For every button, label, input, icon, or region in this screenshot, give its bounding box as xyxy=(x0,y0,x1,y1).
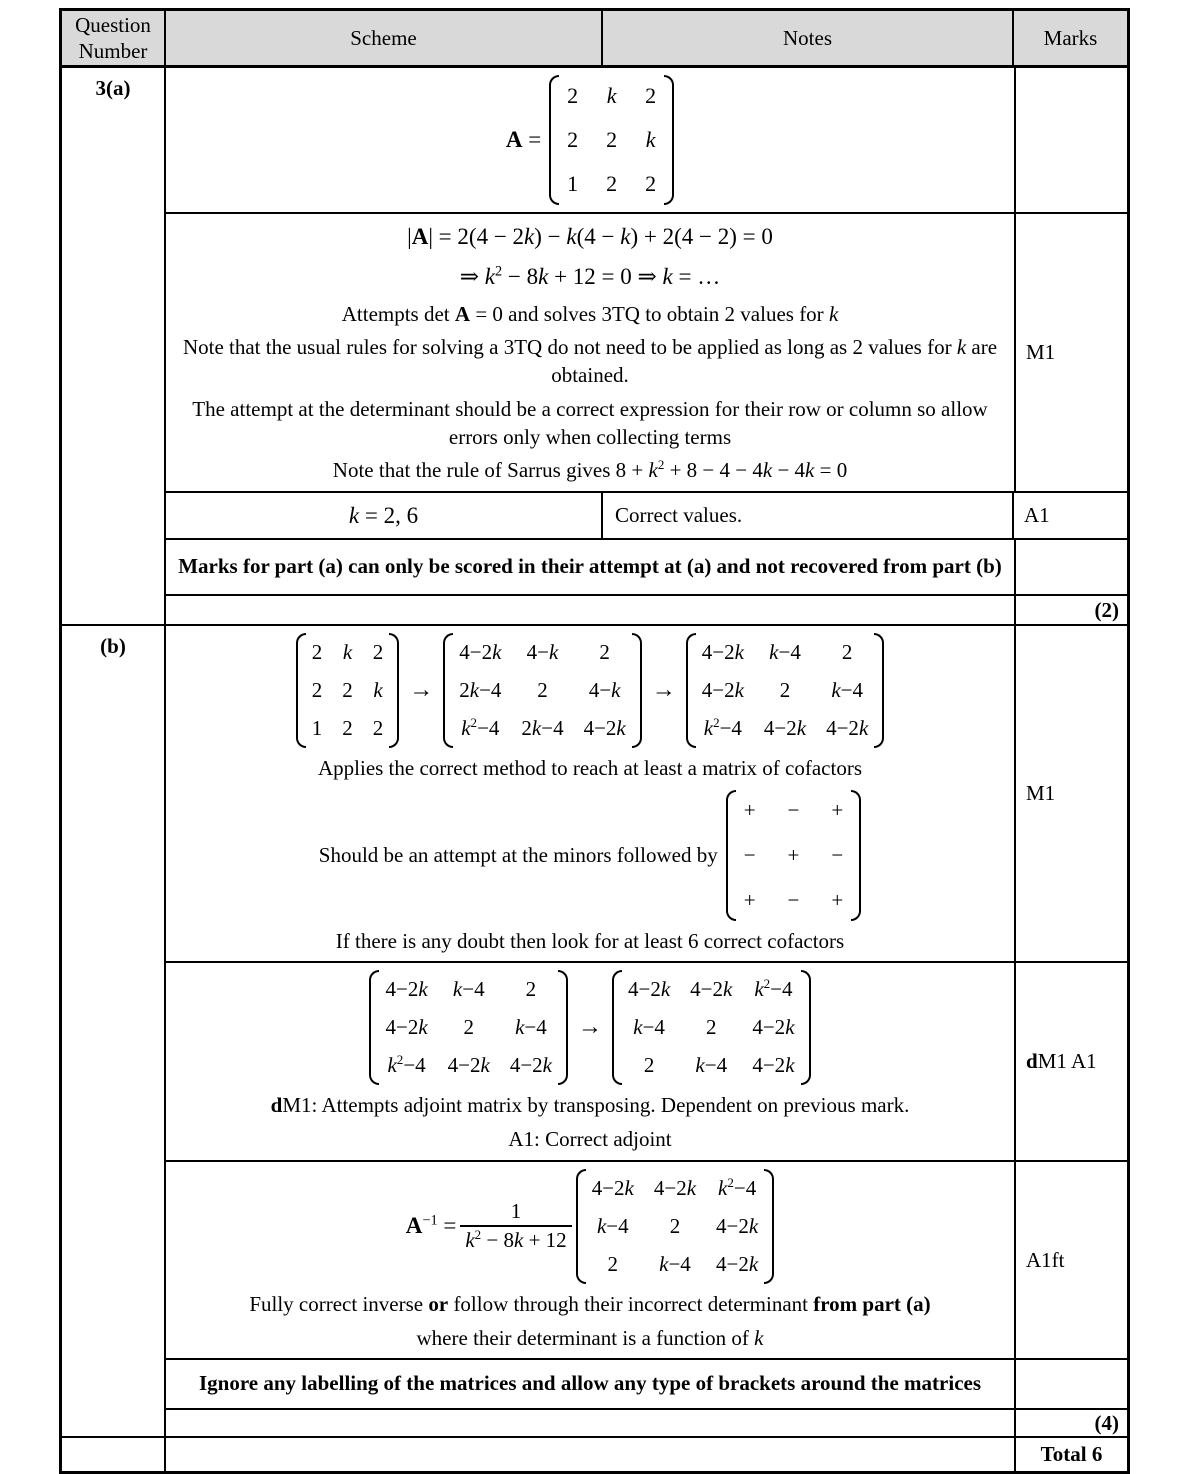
fraction-denominator: $k^2 - 8k + 12$ xyxy=(460,1225,571,1253)
determinant-fraction xyxy=(460,1199,571,1253)
matrix-cell: − xyxy=(743,842,756,867)
row-subtotal-a xyxy=(166,596,1127,624)
marks-cell-empty xyxy=(1016,68,1127,212)
row-matrix-a xyxy=(166,68,1127,214)
matrix-cell: 4−2k xyxy=(653,1175,697,1200)
matrix-cell: k−4 xyxy=(633,1015,665,1040)
matrix-cell: k xyxy=(373,678,383,703)
matrix-cell: − xyxy=(831,842,844,867)
matrix-cell: k−4 xyxy=(596,1213,629,1238)
matrix-a-lhs: A = xyxy=(505,127,542,152)
matrix-cell: 4−2k xyxy=(591,1175,634,1200)
matrix-cell: + xyxy=(831,797,844,822)
matrix-cell: k xyxy=(606,83,617,108)
minors-note-with-signs xyxy=(319,790,861,921)
matrix-cell: 4−2k xyxy=(690,977,733,1002)
matrix-cell: + xyxy=(787,842,800,867)
note-sarrus-rule: Note that the rule of Sarrus gives $8 + k^2 + 8 - 4 - 4k - 4k = 0$ xyxy=(332,457,848,483)
matrix-cell: 2 xyxy=(567,83,579,108)
matrix-cell: 2 xyxy=(607,1251,619,1276)
matrix-cell: + xyxy=(743,797,756,822)
note-attempts-det: Attempts det A = 0 and solves 3TQ to obtain 2 values for k xyxy=(341,301,839,326)
matrix-cell: $k^2-4$ xyxy=(718,1174,757,1200)
note-follow-through-2: where their determinant is a function of k xyxy=(416,1325,764,1350)
row-cofactors-working xyxy=(166,626,1127,963)
mark-m1-b: M1 xyxy=(1026,781,1056,806)
matrix-cell: 4−2k xyxy=(583,716,626,741)
matrix-cell: + xyxy=(743,887,756,912)
matrix-cell: 2 xyxy=(342,716,353,741)
row-ignore-note xyxy=(166,1360,1127,1410)
matrix-cell: 2 xyxy=(342,678,353,703)
matrix-cell: 4−2k xyxy=(752,1053,795,1078)
matrix-cell: 2 xyxy=(645,171,657,196)
matrix-cell: 4−2k xyxy=(701,678,744,703)
mark-scheme-table xyxy=(59,8,1130,1474)
row-adjoint-working xyxy=(166,963,1127,1161)
matrix-cell: − xyxy=(787,887,800,912)
matrix-cell: 4−2k xyxy=(763,716,807,741)
note-ignore-labelling: Ignore any labelling of the matrices and allow any type of brackets around the matrices xyxy=(198,1371,982,1396)
subtotal-a: (2) xyxy=(1094,597,1119,622)
matrix-cell: 4−k xyxy=(526,640,559,665)
note-dm1-transpose: dM1: Attempts adjoint matrix by transposing. Dependent on previous mark. xyxy=(270,1093,910,1118)
matrix-cofactors xyxy=(686,633,885,748)
subtotal-b: (4) xyxy=(1094,1410,1119,1435)
matrix-cell: 2 xyxy=(463,1015,474,1040)
matrix-cell: k xyxy=(645,127,656,152)
matrix-cofactors-repeat xyxy=(369,970,568,1085)
header-cell-scheme: Scheme xyxy=(166,11,603,65)
header-cell-marks: Marks xyxy=(1014,11,1127,65)
matrix-cell: k−4 xyxy=(769,640,801,665)
matrix-cell: − xyxy=(787,797,800,822)
matrix-cell: 2 xyxy=(643,1053,655,1078)
matrix-cell: 4−2k xyxy=(752,1015,795,1040)
matrix-cell: 2 xyxy=(311,678,323,703)
note-minors-attempt: Should be an attempt at the minors followed by xyxy=(318,842,718,867)
matrix-original xyxy=(296,633,400,748)
matrix-cell: k−4 xyxy=(515,1015,547,1040)
matrix-cell: 2 xyxy=(841,640,853,665)
marks-cell-empty xyxy=(1016,540,1127,594)
cofactor-matrices-chain xyxy=(296,633,885,748)
matrix-minors xyxy=(443,633,642,748)
matrix-cell: k−4 xyxy=(831,678,864,703)
matrix-cell: 4−2k xyxy=(447,1053,490,1078)
matrix-cell: 4−2k xyxy=(701,640,744,665)
determinant-equation: |A| = 2(4 − 2k) − k(4 − k) + 2(4 − 2) = 0 xyxy=(407,224,773,249)
marks-cell-empty xyxy=(1016,1360,1127,1408)
row-determinant-working xyxy=(166,214,1127,493)
part-a-section xyxy=(62,68,1127,626)
inverse-equation xyxy=(406,1169,774,1284)
note-follow-through-1: Fully correct inverse or follow through their incorrect determinant from part (a) xyxy=(249,1291,931,1316)
matrix-cell: 1 xyxy=(311,716,323,741)
matrix-cell: k−4 xyxy=(452,977,485,1002)
mark-m1-a: M1 xyxy=(1026,340,1056,365)
arrow-icon: → xyxy=(578,1014,602,1041)
matrix-cell: 2k−4 xyxy=(459,678,502,703)
matrix-cell: 2 xyxy=(669,1213,681,1238)
matrix-cell: 2 xyxy=(779,678,791,703)
note-marks-only-part-a: Marks for part (a) can only be scored in their attempt at (a) and not recovered from part (b) xyxy=(178,554,1002,579)
matrix-cell: 2k−4 xyxy=(521,716,564,741)
arrow-icon: → xyxy=(651,677,676,704)
inverse-lhs: $A^{-1}$ = xyxy=(405,1212,457,1239)
question-label-3a: 3(a) xyxy=(62,68,166,624)
matrix-cell: 4−2k xyxy=(716,1251,759,1276)
matrix-cell: 2 xyxy=(525,977,537,1002)
total-row-empty-cell xyxy=(166,1438,1016,1471)
row-k-values xyxy=(166,493,1127,540)
matrix-cell: 2 xyxy=(706,1015,717,1040)
matrix-cell: 4−2k xyxy=(716,1213,759,1238)
matrix-cell: 2 xyxy=(645,83,657,108)
matrix-cell: k−4 xyxy=(659,1251,691,1276)
note-a1-adjoint: A1: Correct adjoint xyxy=(508,1127,672,1152)
note-attempt-determinant: The attempt at the determinant should be a correct expression for their row or column so allow errors only when collecting terms xyxy=(192,396,988,449)
matrix-cell: k xyxy=(342,640,353,665)
matrix-cell: $k^2-4$ xyxy=(703,715,742,741)
note-applies-method: Applies the correct method to reach at least a matrix of cofactors xyxy=(317,756,863,781)
matrix-cell: + xyxy=(831,887,844,912)
matrix-cell: 2 xyxy=(606,127,618,152)
row-marks-only-note xyxy=(166,540,1127,596)
matrix-a xyxy=(549,75,674,205)
header-cell-question-number: Question Number xyxy=(62,11,166,65)
mark-a1-a: A1 xyxy=(1024,503,1050,528)
matrix-inverse xyxy=(576,1169,775,1284)
matrix-cell: 4−2k xyxy=(385,1015,428,1040)
matrix-cell: 4−2k xyxy=(509,1053,552,1078)
matrix-a-definition xyxy=(506,75,674,205)
note-usual-rules: Note that the usual rules for solving a 3TQ do not need to be applied as long as 2 values for k are obtained. xyxy=(182,335,998,388)
matrix-adjoint xyxy=(612,970,811,1085)
adjoint-matrices-chain xyxy=(369,970,810,1085)
matrix-cell: 2 xyxy=(311,640,323,665)
row-subtotal-b xyxy=(166,1410,1127,1436)
matrix-cell: 4−2k xyxy=(628,977,671,1002)
matrix-cell: $k^2-4$ xyxy=(754,976,793,1002)
total-row xyxy=(62,1438,1127,1471)
matrix-cell: 2 xyxy=(372,640,384,665)
matrix-cell: 2 xyxy=(606,171,618,196)
matrix-cell: 4−2k xyxy=(385,977,428,1002)
matrix-cell: 2 xyxy=(537,678,548,703)
matrix-cell: 1 xyxy=(567,171,579,196)
header-cell-notes: Notes xyxy=(603,11,1014,65)
arrow-icon: → xyxy=(409,677,434,704)
note-correct-values: Correct values. xyxy=(603,493,1014,538)
matrix-cell: k−4 xyxy=(695,1053,728,1078)
mark-dm1-a1: dM1 A1 xyxy=(1026,1049,1097,1074)
k-values: k = 2, 6 xyxy=(166,493,603,538)
total-marks: Total 6 xyxy=(1040,1442,1103,1467)
matrix-cell: 2 xyxy=(599,640,610,665)
matrix-cell: 4−2k xyxy=(826,716,869,741)
row-inverse-working xyxy=(166,1162,1127,1360)
matrix-cell: 4−k xyxy=(588,678,621,703)
question-label-b: (b) xyxy=(62,626,166,1436)
total-row-qn-cell xyxy=(62,1438,166,1471)
matrix-cell: $k^2-4$ xyxy=(461,715,500,741)
matrix-signs xyxy=(726,790,862,921)
mark-a1ft: A1ft xyxy=(1026,1247,1065,1272)
quadratic-equation: ⇒ $k^2 - 8k + 12 = 0$ ⇒ k = … xyxy=(459,263,721,290)
note-doubt-cofactors: If there is any doubt then look for at least 6 correct cofactors xyxy=(335,928,845,953)
table-header-row xyxy=(62,11,1127,68)
matrix-cell: $k^2-4$ xyxy=(387,1052,426,1078)
part-b-section xyxy=(62,626,1127,1438)
fraction-numerator: 1 xyxy=(510,1199,522,1224)
matrix-cell: 4−2k xyxy=(459,640,502,665)
matrix-cell: 2 xyxy=(372,716,384,741)
matrix-cell: 2 xyxy=(567,127,579,152)
